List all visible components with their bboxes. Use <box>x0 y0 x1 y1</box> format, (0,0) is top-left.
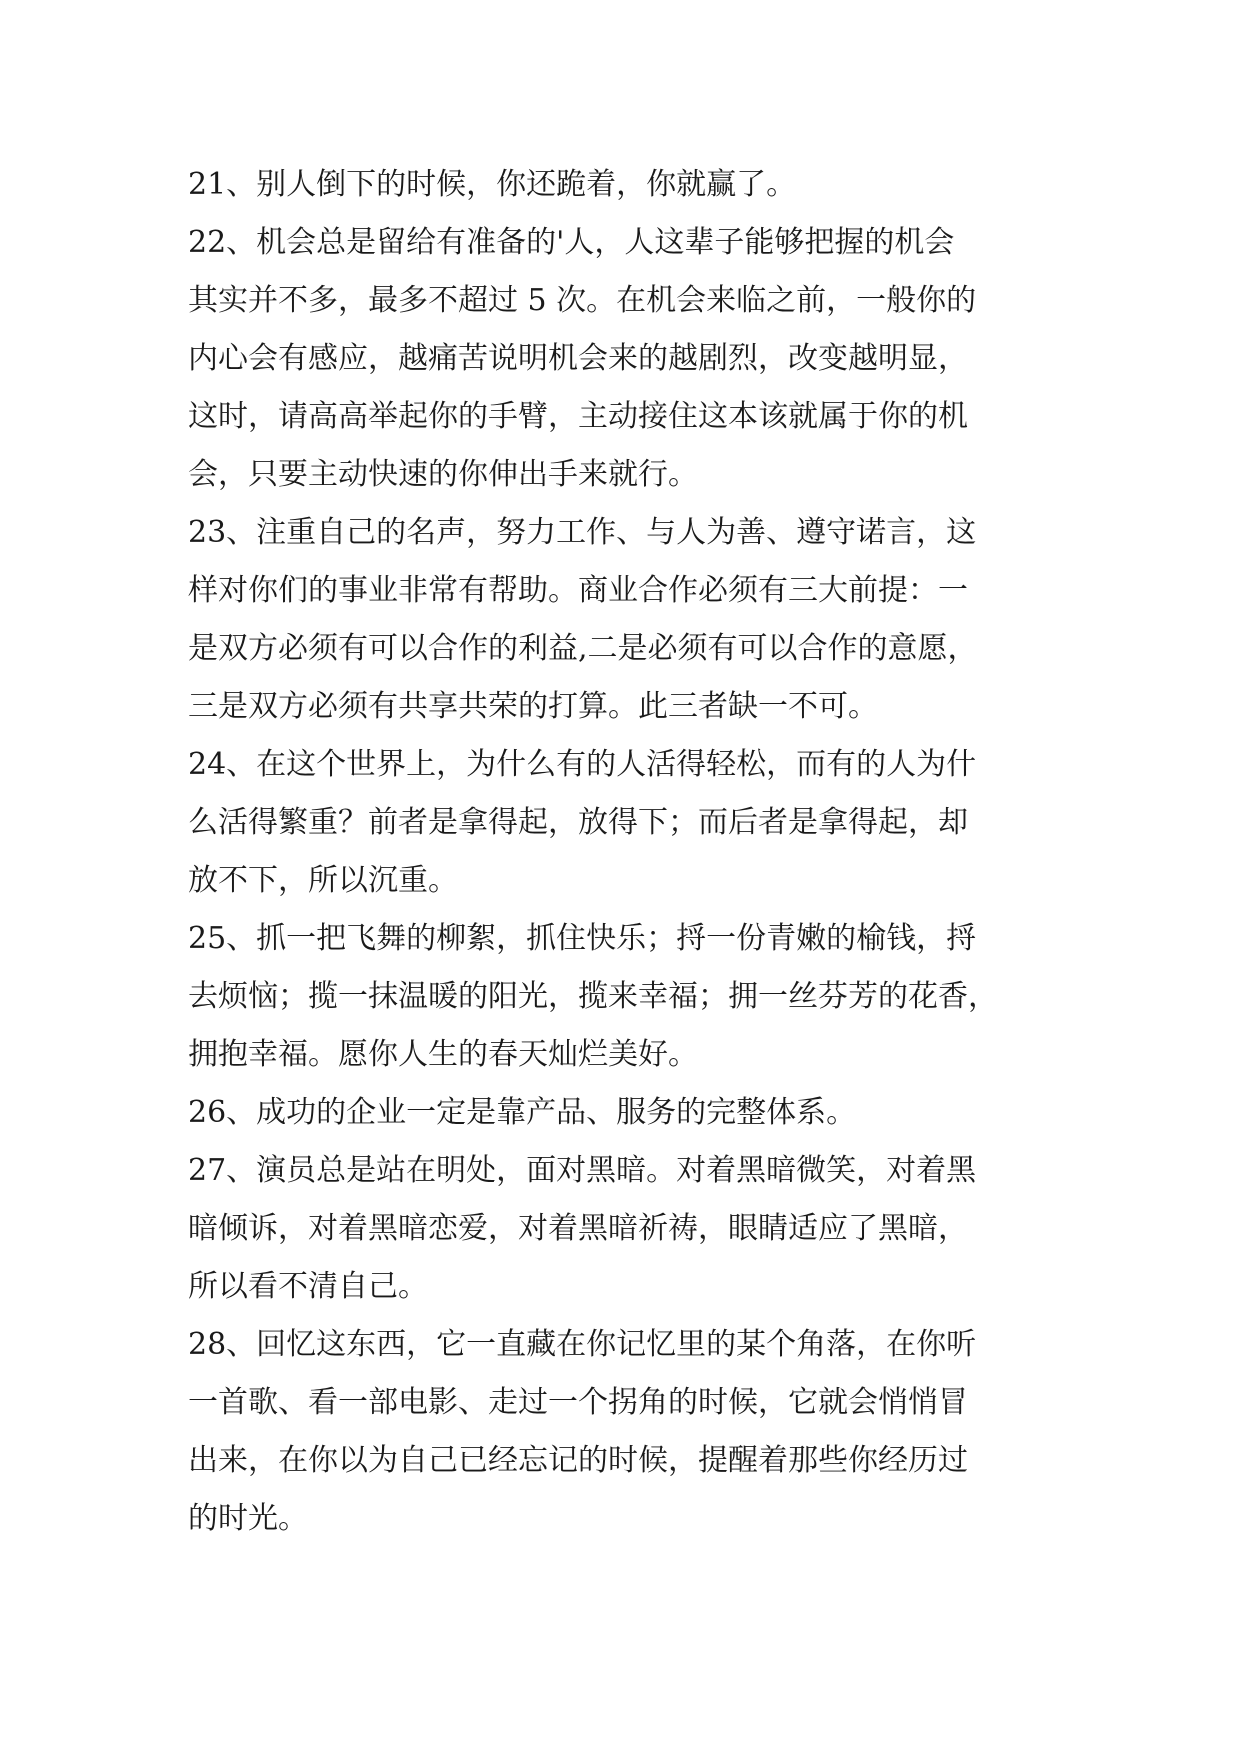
text-line: 三是双方必须有共享共荣的打算。此三者缺一不可。 <box>188 689 878 724</box>
quote-paragraph <box>188 1142 1058 1316</box>
text-line: 出来，在你以为自己已经忘记的时候，提醒着那些你经历过 <box>188 1443 968 1478</box>
text-line: 28、回忆这东西，它一直藏在你记忆里的某个角落，在你听 <box>188 1327 977 1362</box>
text-line: 其实并不多，最多不超过 5 次。在机会来临之前，一般你的 <box>188 283 977 318</box>
quote-paragraph <box>188 1084 1058 1142</box>
text-line: 内心会有感应，越痛苦说明机会来的越剧烈，改变越明显， <box>188 341 968 376</box>
text-line: 的时光。 <box>188 1501 308 1536</box>
text-line: 26、成功的企业一定是靠产品、服务的完整体系。 <box>188 1095 857 1130</box>
text-line: 样对你们的事业非常有帮助。商业合作必须有三大前提：一 <box>188 573 968 608</box>
quote-paragraph <box>188 214 1058 504</box>
text-line: 23、注重自己的名声，努力工作、与人为善、遵守诺言，这 <box>188 515 977 550</box>
quote-paragraph <box>188 504 1058 736</box>
document-body <box>188 156 1058 1548</box>
text-line: 去烦恼；揽一抹温暖的阳光，揽来幸福；拥一丝芬芳的花香， <box>188 979 998 1014</box>
quote-paragraph <box>188 1316 1058 1548</box>
text-line: 22、机会总是留给有准备的'人，人这辈子能够把握的机会 <box>188 225 955 260</box>
text-line: 会，只要主动快速的你伸出手来就行。 <box>188 457 698 492</box>
text-line: 拥抱幸福。愿你人生的春天灿烂美好。 <box>188 1037 698 1072</box>
text-line: 暗倾诉，对着黑暗恋爱，对着黑暗祈祷，眼睛适应了黑暗， <box>188 1211 968 1246</box>
quote-paragraph <box>188 156 1058 214</box>
text-line: 21、别人倒下的时候，你还跪着，你就赢了。 <box>188 167 797 202</box>
text-line: 24、在这个世界上，为什么有的人活得轻松，而有的人为什 <box>188 747 977 782</box>
text-line: 么活得繁重？前者是拿得起，放得下；而后者是拿得起，却 <box>188 805 968 840</box>
text-line: 是双方必须有可以合作的利益,二是必须有可以合作的意愿， <box>188 631 978 666</box>
text-line: 27、演员总是站在明处，面对黑暗。对着黑暗微笑，对着黑 <box>188 1153 977 1188</box>
quote-paragraph <box>188 910 1058 1084</box>
text-line: 25、抓一把飞舞的柳絮，抓住快乐；捋一份青嫩的榆钱，捋 <box>188 921 977 956</box>
text-line: 放不下，所以沉重。 <box>188 863 458 898</box>
quote-paragraph <box>188 736 1058 910</box>
text-line: 一首歌、看一部电影、走过一个拐角的时候，它就会悄悄冒 <box>188 1385 968 1420</box>
text-line: 这时，请高高举起你的手臂，主动接住这本该就属于你的机 <box>188 399 968 434</box>
text-line: 所以看不清自己。 <box>188 1269 428 1304</box>
